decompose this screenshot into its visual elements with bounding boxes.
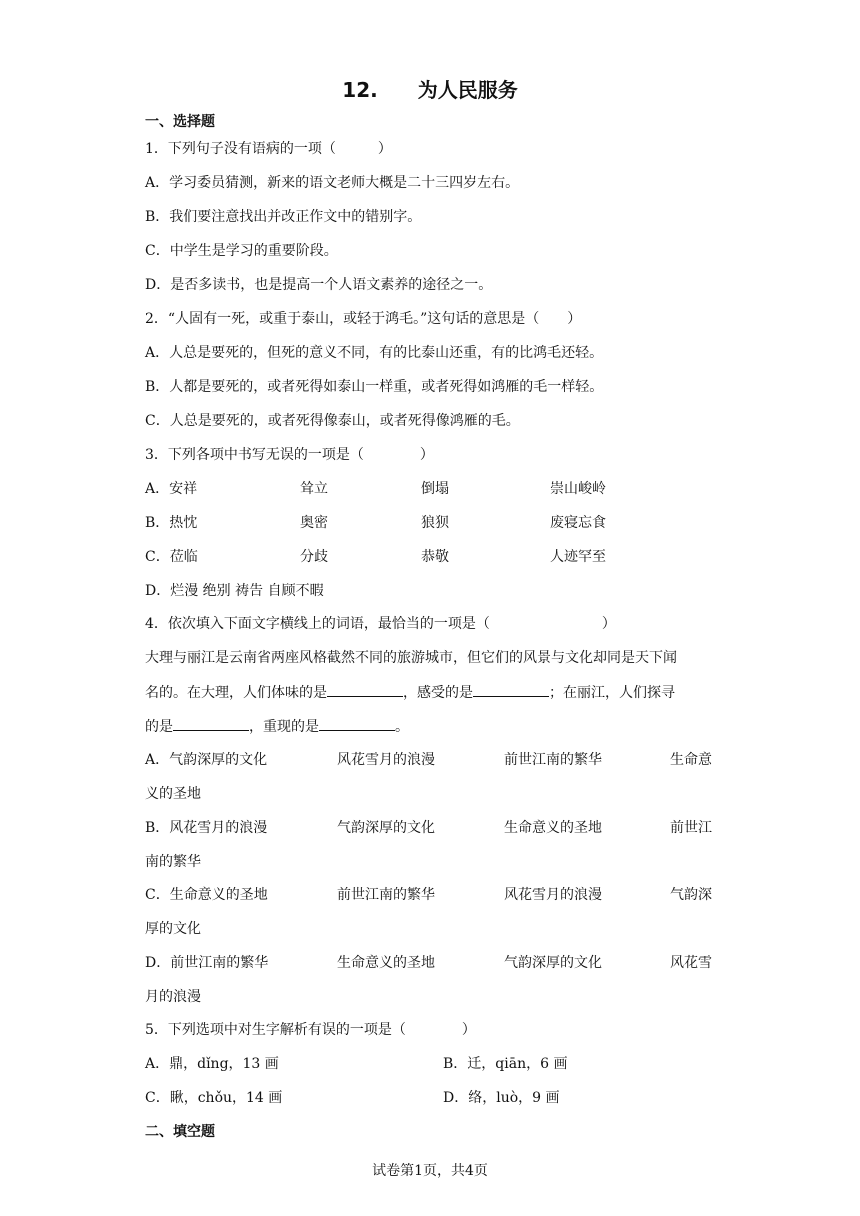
title-text: 为人民服务: [417, 78, 518, 102]
q1-option-d: D．是否多读书，也是提高一个人语文素养的途径之一。: [145, 277, 493, 293]
q4-passage-line-3: [145, 716, 409, 737]
q3-a-word-4: 崇山峻岭: [550, 481, 606, 497]
q4-a-wrap: 义的圣地: [145, 786, 201, 802]
q4-stem: 4．依次填入下面文字横线上的词语，最恰当的一项是（ ）: [145, 616, 616, 632]
q4-passage-text: 。: [395, 719, 409, 735]
q3-c-word-3: 恭敬: [421, 549, 449, 565]
q4-passage-line-2: [145, 682, 675, 703]
q4-b-col-1: B．风花雪月的浪漫: [145, 820, 268, 836]
q4-b-col-2: 气韵深厚的文化: [337, 820, 435, 836]
q1-option-a: A．学习委员猜测，新来的语文老师大概是二十三四岁左右。: [145, 175, 520, 191]
q4-a-col-3: 前世江南的繁华: [504, 752, 602, 768]
q5-option-a: A．鼎，dǐng，13 画: [145, 1056, 279, 1072]
q4-c-col-4: 气韵深: [670, 887, 712, 903]
page-title: [0, 74, 860, 103]
q2-option-a: A．人总是要死的，但死的意义不同，有的比泰山还重，有的比鸿毛还轻。: [145, 345, 604, 361]
q2-option-b: B．人都是要死的，或者死得如泰山一样重，或者死得如鸿雁的毛一样轻。: [145, 379, 604, 395]
q4-a-col-2: 风花雪月的浪漫: [337, 752, 435, 768]
q3-c-word-1: C．莅临: [145, 549, 198, 565]
q3-stem: 3．下列各项中书写无误的一项是（ ）: [145, 447, 434, 463]
q3-b-word-4: 废寝忘食: [550, 515, 606, 531]
section-heading-fill: 二、填空题: [145, 1124, 215, 1140]
q3-c-word-4: 人迹罕至: [550, 549, 606, 565]
q3-c-word-2: 分歧: [300, 549, 328, 565]
q4-passage-line-1: 大理与丽江是云南省两座风格截然不同的旅游城市，但它们的风景与文化却同是天下闻: [145, 650, 677, 666]
q4-b-col-3: 生命意义的圣地: [504, 820, 602, 836]
q4-a-col-4: 生命意: [670, 752, 712, 768]
q1-option-b: B．我们要注意找出并改正作文中的错别字。: [145, 209, 422, 225]
q4-b-wrap: 南的繁华: [145, 854, 201, 870]
q4-d-col-3: 气韵深厚的文化: [504, 955, 602, 971]
q2-stem: 2．“人固有一死，或重于泰山，或轻于鸿毛。”这句话的意思是（ ）: [145, 311, 582, 327]
page-footer: 试卷第1页，共4页: [372, 1163, 488, 1179]
q4-passage-text: ，重现的是: [249, 719, 319, 735]
q4-d-wrap: 月的浪漫: [145, 989, 201, 1005]
q5-option-d: D．络，luò，9 画: [443, 1090, 560, 1106]
q4-passage-text: ；在丽江，人们探寻: [549, 685, 675, 701]
q4-c-col-2: 前世江南的繁华: [337, 887, 435, 903]
q3-a-word-2: 耸立: [300, 481, 328, 497]
q4-passage-text: 名的。在大理，人们体味的是: [145, 685, 327, 701]
q3-a-word-1: A．安祥: [145, 481, 198, 497]
q4-d-col-4: 风花雪: [670, 955, 712, 971]
q4-a-col-1: A．气韵深厚的文化: [145, 752, 268, 768]
q4-d-col-2: 生命意义的圣地: [337, 955, 435, 971]
q4-c-col-1: C．生命意义的圣地: [145, 887, 268, 903]
q5-option-c: C．瞅，chǒu，14 画: [145, 1090, 283, 1106]
blank-3: [173, 716, 249, 731]
q3-b-word-2: 奥密: [300, 515, 328, 531]
q4-c-col-3: 风花雪月的浪漫: [504, 887, 602, 903]
q5-option-b: B．迁，qiān，6 画: [443, 1056, 568, 1072]
blank-2: [473, 682, 549, 697]
q4-passage-text: 的是: [145, 719, 173, 735]
q2-option-c: C．人总是要死的，或者死得像泰山，或者死得像鸿雁的毛。: [145, 413, 520, 429]
q4-passage-text: ，感受的是: [403, 685, 473, 701]
q4-b-col-4: 前世江: [670, 820, 712, 836]
q4-c-wrap: 厚的文化: [145, 921, 201, 937]
q5-stem: 5．下列选项中对生字解析有误的一项是（ ）: [145, 1022, 476, 1038]
q3-option-d: D．烂漫 绝别 祷告 自顾不暇: [145, 583, 324, 599]
q1-stem: 1．下列句子没有语病的一项（ ）: [145, 141, 392, 157]
title-number: 12.: [342, 78, 378, 102]
section-heading-choice: 一、选择题: [145, 114, 215, 130]
q4-d-col-1: D．前世江南的繁华: [145, 955, 269, 971]
q3-b-word-1: B．热忱: [145, 515, 198, 531]
q3-b-word-3: 狼狈: [421, 515, 449, 531]
blank-1: [327, 682, 403, 697]
q1-option-c: C．中学生是学习的重要阶段。: [145, 243, 338, 259]
q3-a-word-3: 倒塌: [421, 481, 449, 497]
blank-4: [319, 716, 395, 731]
